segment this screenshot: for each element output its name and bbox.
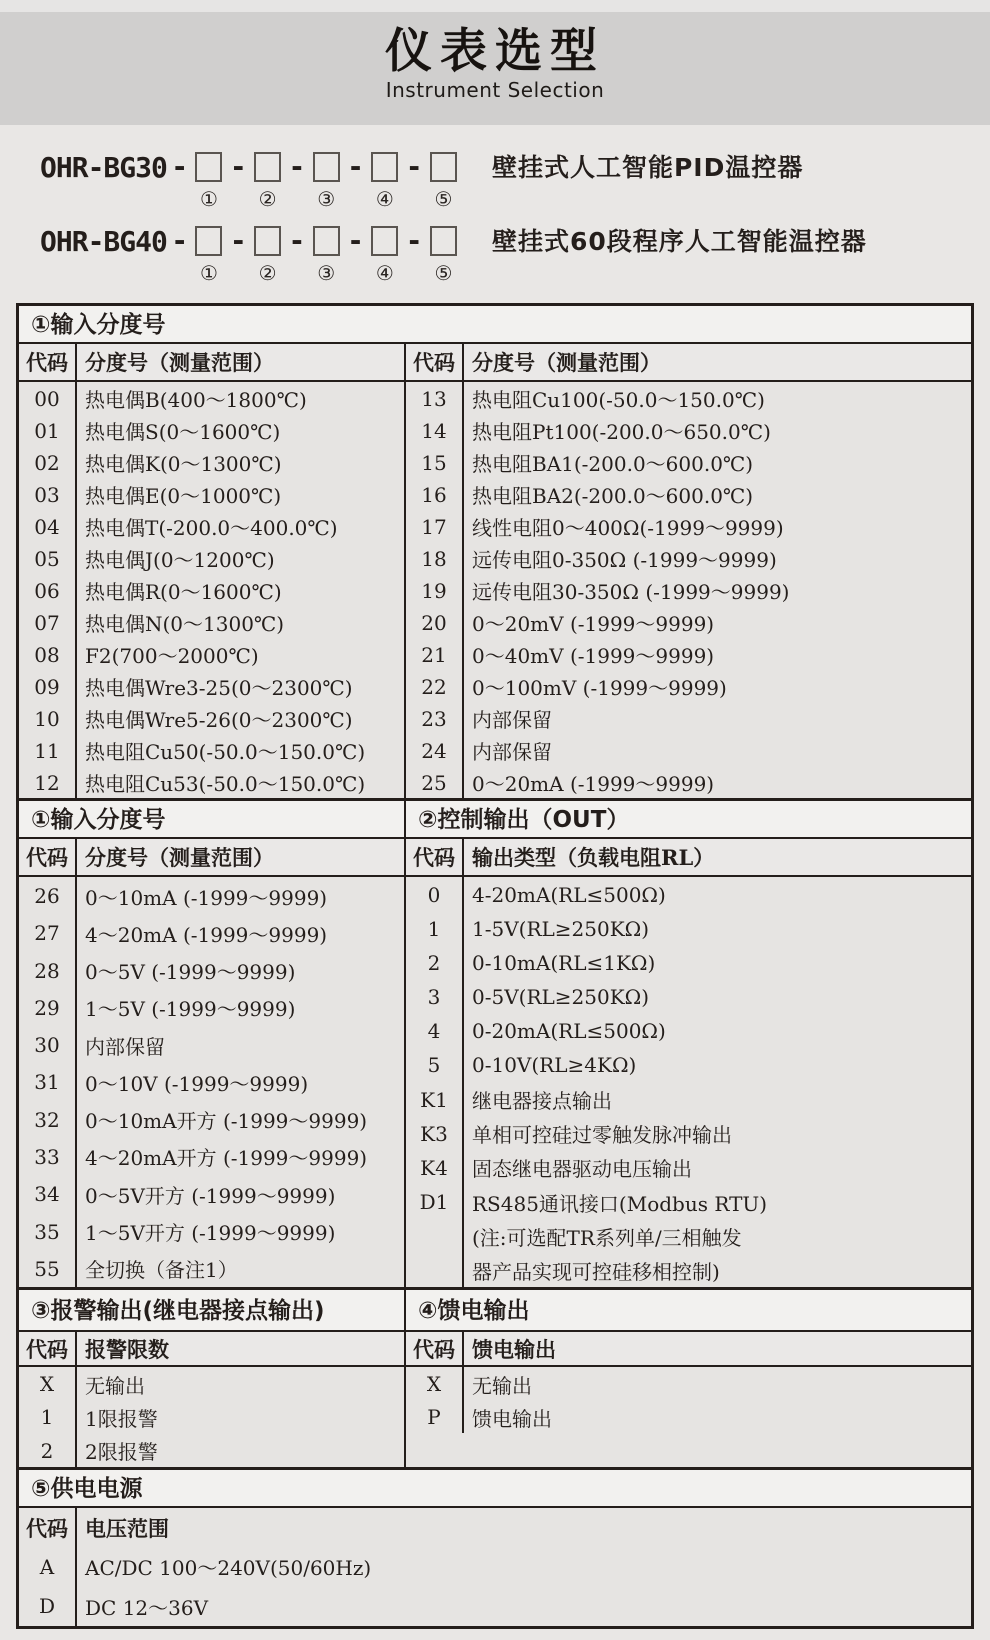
column-header-row: [19, 1332, 404, 1367]
model-prefix: OHR-BG40: [40, 225, 167, 258]
table-row: [406, 382, 971, 414]
code-cell: 06: [19, 574, 77, 606]
desc-cell: 热电偶T(-200.0～400.0℃): [85, 516, 338, 540]
code-segment: [254, 226, 281, 284]
section5-body: [19, 1508, 971, 1626]
code-cell: 1: [406, 911, 464, 945]
page-subtitle: Instrument Selection: [385, 78, 605, 102]
code-column-header: 代码: [406, 1332, 464, 1365]
code-cell: 1: [19, 1400, 77, 1433]
code-column-header: 代码: [19, 839, 77, 875]
desc-cell: 继电器接点输出: [472, 1089, 612, 1114]
code-cell: 31: [19, 1063, 77, 1100]
code-segment: [313, 152, 340, 210]
code-cell: 12: [19, 766, 77, 798]
desc-cell: 热电偶Wre5-26(0～2300℃): [85, 708, 353, 732]
code-box: [254, 152, 281, 182]
table-row: [19, 877, 404, 914]
table-row: [19, 1063, 404, 1100]
code-cell: 3: [406, 980, 464, 1014]
desc-cell: 0～10mA开方 (-1999～9999): [85, 1109, 368, 1134]
code-column-header: 代码: [19, 1332, 77, 1365]
desc-cell: 0-20mA(RL≤500Ω): [472, 1019, 666, 1044]
code-box: [430, 152, 457, 182]
table-row: [19, 1175, 404, 1212]
position-number: ⑤: [434, 261, 453, 285]
section5-code-column: [19, 1508, 77, 1626]
code-cell: 13: [406, 382, 464, 414]
code-cell: 16: [406, 478, 464, 510]
table-body: [19, 877, 404, 1287]
code-cell: 04: [19, 510, 77, 542]
code-cell: 4: [406, 1014, 464, 1048]
section2-left-title: ①输入分度号: [19, 801, 404, 839]
code-cell: 35: [19, 1212, 77, 1249]
code-cell: 11: [19, 734, 77, 766]
table-row: [406, 1367, 971, 1400]
section1: [19, 344, 971, 798]
desc-cell: 0～5V (-1999～9999): [85, 960, 296, 985]
desc-cell: 热电偶R(0～1600℃): [85, 580, 282, 604]
code-cell: 20: [406, 606, 464, 638]
code-segment: [430, 226, 457, 284]
code-cell: X: [19, 1367, 77, 1400]
code-cell: 21: [406, 638, 464, 670]
code-cell: 05: [19, 542, 77, 574]
code-cell: D: [38, 1594, 56, 1619]
dash-separator: -: [349, 224, 362, 257]
desc-cell: DC 12～36V: [85, 1595, 209, 1620]
table-row: [19, 638, 404, 670]
code-cell: 08: [19, 638, 77, 670]
code-column-header: 代码: [26, 1515, 68, 1541]
table-row: [406, 478, 971, 510]
code-cell: K4: [406, 1150, 464, 1184]
desc-column-header: 分度号（测量范围）: [85, 350, 274, 375]
desc-column-header: 电压范围: [85, 1515, 169, 1541]
code-cell: 28: [19, 952, 77, 989]
table-row: [19, 414, 404, 446]
position-number: ①: [200, 187, 218, 211]
desc-cell: 4～20mA (-1999～9999): [85, 922, 328, 947]
table-row: [406, 670, 971, 702]
section4-title: ④馈电输出: [406, 1290, 971, 1332]
dash-separator: -: [408, 150, 420, 183]
desc-cell: 0～5V开方 (-1999～9999): [85, 1183, 336, 1208]
desc-cell: 1～5V开方 (-1999～9999): [85, 1221, 336, 1246]
code-segment: [313, 226, 340, 284]
dash-separator: -: [291, 150, 303, 183]
section3-title: ③报警输出(继电器接点输出): [19, 1290, 404, 1332]
desc-cell: AC/DC 100～240V(50/60Hz): [85, 1556, 372, 1581]
code-cell: 34: [19, 1175, 77, 1212]
table-row: [19, 702, 404, 734]
code-cell: [406, 1219, 464, 1253]
desc-cell: 热电偶E(0～1000℃): [85, 484, 282, 508]
code-cell: A: [39, 1554, 55, 1579]
desc-cell: 热电阻BA2(-200.0～600.0℃): [472, 484, 754, 508]
code-cell: 0: [406, 877, 464, 911]
desc-cell: 热电偶N(0～1300℃): [85, 612, 285, 636]
code-column-header: 代码: [19, 344, 77, 380]
table-row: [19, 1212, 404, 1249]
desc-cell: 热电偶J(0～1200℃): [85, 548, 275, 572]
code-cell: 32: [19, 1101, 77, 1138]
position-number: ①: [200, 261, 218, 285]
code-box: [195, 226, 222, 256]
table-row: [406, 1185, 971, 1219]
code-segment: [371, 226, 398, 284]
desc-cell: 热电偶B(400～1800℃): [85, 388, 307, 412]
desc-cell: 0～20mA (-1999～9999): [472, 772, 715, 796]
code-box: [430, 226, 457, 256]
code-cell: 03: [19, 478, 77, 510]
desc-cell: 0～100mV (-1999～9999): [472, 676, 727, 700]
code-cell: D1: [406, 1185, 464, 1219]
table-body: [406, 1367, 971, 1467]
table-row: [19, 606, 404, 638]
desc-cell: 0-10mA(RL≤1KΩ): [472, 950, 656, 975]
table-row: [19, 542, 404, 574]
code-cell: 22: [406, 670, 464, 702]
table-body: [19, 1367, 404, 1467]
section1-title: ①输入分度号: [19, 306, 971, 344]
dash-separator: -: [173, 224, 186, 257]
desc-cell: 4～20mA开方 (-1999～9999): [85, 1146, 368, 1171]
code-column-header: 代码: [406, 839, 464, 875]
code-cell: 27: [19, 914, 77, 951]
code-cell: 15: [406, 446, 464, 478]
code-cell: X: [406, 1367, 464, 1400]
code-cell: 5: [406, 1048, 464, 1082]
code-segment: [195, 226, 222, 284]
table-row: [406, 734, 971, 766]
table-row: [19, 574, 404, 606]
position-number: ②: [258, 261, 277, 285]
table-row: [406, 1253, 971, 1287]
desc-cell: 0～10V (-1999～9999): [85, 1071, 309, 1096]
code-cell: 24: [406, 734, 464, 766]
code-cell: 07: [19, 606, 77, 638]
desc-cell: 1-5V(RL≥250KΩ): [472, 916, 650, 941]
code-cell: 01: [19, 414, 77, 446]
dash-separator: -: [232, 224, 245, 257]
code-cell: K3: [406, 1116, 464, 1150]
code-cell: 2: [19, 1434, 77, 1467]
desc-cell: 内部保留: [472, 740, 552, 764]
code-cell: 00: [19, 382, 77, 414]
dash-separator: -: [291, 224, 303, 257]
table-row: [406, 877, 971, 911]
position-number: ④: [375, 261, 394, 285]
desc-cell: 热电偶K(0～1300℃): [85, 452, 282, 476]
column-header-row: [406, 839, 971, 877]
position-number: ⑤: [434, 187, 453, 211]
table-row: [406, 542, 971, 574]
table-row: [406, 911, 971, 945]
table-row: [19, 1250, 404, 1287]
desc-column-header: 分度号（测量范围）: [472, 350, 661, 375]
code-cell: 25: [406, 766, 464, 798]
desc-cell: 馈电输出: [472, 1406, 552, 1431]
selection-table: [16, 303, 974, 1629]
code-cell: 29: [19, 989, 77, 1026]
code-cell: 26: [19, 877, 77, 914]
section1-left: [19, 344, 406, 798]
model-code-boxes: [171, 226, 464, 284]
table-row: [406, 606, 971, 638]
table-row: [406, 638, 971, 670]
code-cell: 2: [406, 945, 464, 979]
table-row: [406, 1048, 971, 1082]
desc-cell: 线性电阻0～400Ω(-1999～9999): [472, 516, 784, 540]
desc-cell: 热电偶S(0～1600℃): [85, 420, 281, 444]
position-number: ③: [317, 261, 336, 285]
table-row: [19, 382, 404, 414]
table-row: [19, 914, 404, 951]
table-body: [19, 382, 404, 798]
table-row: [406, 1116, 971, 1150]
code-cell: [406, 1253, 464, 1287]
top-strip: [0, 0, 990, 12]
desc-cell: 热电阻Pt100(-200.0～650.0℃): [472, 420, 771, 444]
code-cell: 55: [19, 1250, 77, 1287]
code-cell: 30: [19, 1026, 77, 1063]
dash-separator: -: [232, 150, 245, 183]
section4: [406, 1290, 971, 1467]
code-cell: 19: [406, 574, 464, 606]
desc-cell: 固态继电器驱动电压输出: [472, 1157, 692, 1182]
desc-column-header: 分度号（测量范围）: [85, 845, 274, 870]
column-header-row: [406, 344, 971, 382]
model-code-diagrams: [40, 152, 980, 300]
desc-cell: 0～40mV (-1999～9999): [472, 644, 715, 668]
table-row: [406, 414, 971, 446]
code-cell: 17: [406, 510, 464, 542]
model-line-bg30: [40, 152, 980, 226]
code-cell: 02: [19, 446, 77, 478]
table-row: [19, 1101, 404, 1138]
table-row: [406, 446, 971, 478]
desc-cell: 远传电阻30-350Ω (-1999～9999): [472, 580, 790, 604]
table-row: [19, 734, 404, 766]
code-cell: 09: [19, 670, 77, 702]
position-number: ②: [258, 187, 277, 211]
dash-separator: -: [408, 224, 420, 257]
table-row: [406, 1400, 971, 1433]
section3: [19, 1290, 406, 1467]
section1-right: [406, 344, 971, 798]
desc-cell: 2限报警: [85, 1440, 158, 1465]
table-row: [406, 702, 971, 734]
code-box: [371, 152, 398, 182]
section3-4: [19, 1287, 971, 1467]
code-cell: 23: [406, 702, 464, 734]
table-row: [406, 510, 971, 542]
desc-cell: 0～20mV (-1999～9999): [472, 612, 715, 636]
desc-cell: 内部保留: [85, 1034, 165, 1059]
table-row: [406, 980, 971, 1014]
desc-cell: 热电偶Wre3-25(0～2300℃): [85, 676, 353, 700]
desc-cell: 热电阻BA1(-200.0～600.0℃): [472, 452, 754, 476]
model-description: 壁挂式人工智能PID温控器: [491, 153, 804, 182]
table-row: [19, 766, 404, 798]
section2-right: [406, 801, 971, 1287]
desc-cell: 0-5V(RL≥250KΩ): [472, 985, 650, 1010]
dash-separator: -: [173, 150, 186, 183]
code-cell: 10: [19, 702, 77, 734]
code-box: [313, 226, 340, 256]
code-cell: 14: [406, 414, 464, 446]
desc-column-header: 馈电输出: [472, 1336, 556, 1362]
desc-cell: (注:可选配TR系列单/三相触发: [472, 1225, 742, 1250]
table-row: [19, 952, 404, 989]
desc-cell: 全切换（备注1）: [85, 1258, 238, 1283]
code-cell: P: [406, 1400, 464, 1433]
code-box: [371, 226, 398, 256]
table-body: [406, 877, 971, 1287]
table-row: [19, 1026, 404, 1063]
page-header: [0, 12, 990, 125]
desc-cell: 4-20mA(RL≤500Ω): [472, 882, 666, 907]
position-number: ③: [317, 187, 336, 211]
desc-cell: 内部保留: [472, 708, 552, 732]
page-title: 仪表选型: [385, 24, 605, 79]
desc-cell: 单相可控硅过零触发脉冲输出: [472, 1123, 732, 1148]
table-row: [19, 989, 404, 1026]
section2: [19, 798, 971, 1287]
table-row: [19, 1434, 404, 1467]
table-row: [19, 1367, 404, 1400]
code-box: [254, 226, 281, 256]
desc-cell: 热电阻Cu100(-50.0～150.0℃): [472, 388, 765, 412]
section2-right-title: ②控制输出（OUT）: [406, 801, 971, 839]
desc-cell: 1～5V (-1999～9999): [85, 997, 296, 1022]
code-cell: 33: [19, 1138, 77, 1175]
table-row: [406, 766, 971, 798]
table-row: [19, 510, 404, 542]
code-box: [195, 152, 222, 182]
desc-cell: 热电阻Cu53(-50.0～150.0℃): [85, 772, 366, 796]
table-row: [19, 478, 404, 510]
section5-value-column: [77, 1508, 971, 1626]
desc-cell: 无输出: [472, 1373, 532, 1398]
table-row: [19, 1138, 404, 1175]
section5: [19, 1467, 971, 1626]
section5-title: ⑤供电电源: [19, 1470, 971, 1508]
desc-cell: F2(700～2000℃): [85, 644, 259, 668]
table-row: [19, 446, 404, 478]
desc-cell: 0～10mA (-1999～9999): [85, 885, 328, 910]
table-row: [406, 945, 971, 979]
code-segment: [195, 152, 222, 210]
model-prefix: OHR-BG30: [40, 151, 167, 184]
desc-column-header: 报警限数: [85, 1336, 169, 1362]
model-line-bg40: [40, 226, 980, 300]
code-segment: [254, 152, 281, 210]
desc-cell: RS485通讯接口(Modbus RTU): [472, 1191, 768, 1216]
model-description: 壁挂式60段程序人工智能温控器: [491, 227, 867, 256]
desc-cell: 器产品实现可控硅移相控制): [472, 1259, 720, 1284]
code-column-header: 代码: [406, 344, 464, 380]
section2-left: [19, 801, 406, 1287]
desc-cell: 热电阻Cu50(-50.0～150.0℃): [85, 740, 366, 764]
column-header-row: [19, 344, 404, 382]
table-row: [406, 574, 971, 606]
desc-cell: 远传电阻0-350Ω (-1999～9999): [472, 548, 777, 572]
code-segment: [430, 152, 457, 210]
table-row: [19, 1400, 404, 1433]
code-cell: K1: [406, 1082, 464, 1116]
desc-cell: 0-10V(RL≥4KΩ): [472, 1053, 637, 1078]
position-number: ④: [375, 187, 394, 211]
column-header-row: [406, 1332, 971, 1367]
desc-cell: 1限报警: [85, 1406, 158, 1431]
table-row: [406, 1014, 971, 1048]
code-segment: [371, 152, 398, 210]
desc-column-header: 输出类型（负载电阻RL）: [472, 845, 715, 870]
table-body: [406, 382, 971, 798]
code-cell: 18: [406, 542, 464, 574]
table-row: [406, 1150, 971, 1184]
table-row: [406, 1219, 971, 1253]
desc-cell: 无输出: [85, 1373, 145, 1398]
model-code-boxes: [171, 152, 464, 210]
table-row: [19, 670, 404, 702]
column-header-row: [19, 839, 404, 877]
dash-separator: -: [349, 150, 362, 183]
table-row: [406, 1082, 971, 1116]
code-box: [313, 152, 340, 182]
